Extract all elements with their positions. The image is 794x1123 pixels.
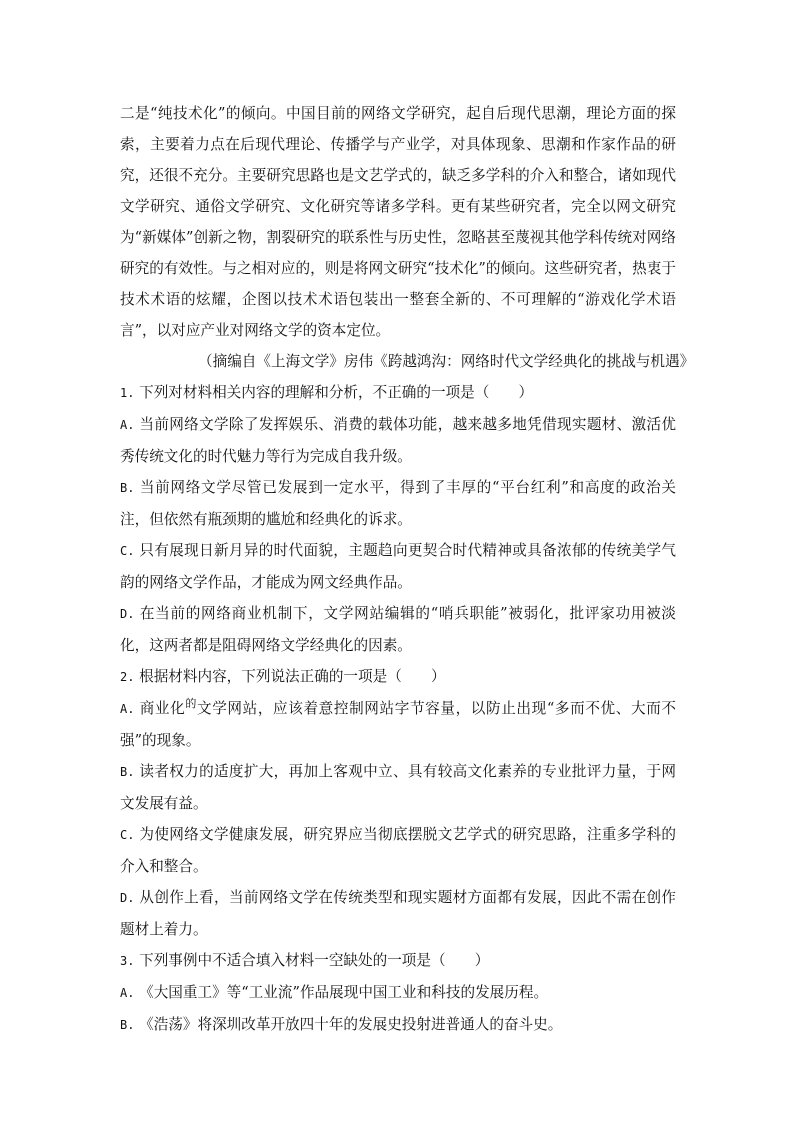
option-letter: B.: [120, 1018, 135, 1032]
option-letter: C.: [120, 828, 135, 842]
question-text: 下列事例中不适合填入材料一空缺处的一项是（ ）: [139, 952, 490, 969]
option-text-lead: 商业化: [139, 700, 186, 717]
option-text: 文学网站，应该着意控制网站字节容量，以防止出现“多而不优、大而不强”的现象。: [120, 700, 677, 749]
option-text: 读者权力的适度扩大，再加上客观中立、具有较高文化素养的专业批评力量，于网文发展有益。: [120, 763, 676, 812]
question-number: 2.: [120, 670, 135, 684]
option-a: [120, 693, 676, 756]
option-text: 从创作上看，当前网络文学在传统类型和现实题材方面都有发展，因此不需在创作题材上着力。: [120, 889, 676, 938]
option-letter: A.: [120, 702, 135, 716]
option-d: [120, 882, 676, 945]
question-2: [120, 661, 676, 945]
question-3: [120, 945, 676, 1041]
option-letter: D.: [120, 607, 135, 621]
option-letter: A.: [120, 418, 135, 432]
option-text: 当前网络文学尽管已发展到一定水平，得到了丰厚的“平台红利”和高度的政治关注，但依然有瓶颈期的尴尬和经典化的诉求。: [120, 479, 676, 528]
option-superscript: 的: [185, 697, 197, 710]
question-stem: [120, 377, 676, 409]
option-b: [120, 472, 676, 535]
option-letter: C.: [120, 544, 135, 558]
option-letter: B.: [120, 765, 135, 779]
option-letter: A.: [120, 986, 135, 1000]
option-a: [120, 409, 676, 472]
document-page: [120, 98, 695, 1041]
option-letter: D.: [120, 891, 135, 905]
question-stem: [120, 945, 676, 977]
passage-source: （摘编自《上海文学》房伟《跨越鸿沟：网络时代文学经典化的挑战与机遇》: [198, 353, 695, 370]
question-1: [120, 377, 676, 661]
option-b: [120, 756, 676, 819]
option-text: 为使网络文学健康发展，研究界应当彻底摆脱文艺学式的研究思路，注重多学科的介入和整合。: [120, 826, 676, 875]
question-number: 1.: [120, 386, 135, 400]
option-b: [120, 1009, 676, 1041]
option-a: [120, 977, 676, 1009]
question-number: 3.: [120, 954, 135, 968]
option-text: 只有展现日新月异的时代面貌，主题趋向更契合时代精神或具备浓郁的传统美学气韵的网络文学作品，才能成为网文经典作品。: [120, 542, 676, 591]
passage-paragraph: 二是“纯技术化”的倾向。中国目前的网络文学研究，起自后现代思潮，理论方面的探索，主要着力点在后现代理论、传播学与产业学，对具体现象、思潮和作家作品的研究，还很不充分。主要研究思路也是文艺学式的，缺乏多学科的介入和整合，诸如现代文学研究、通俗文学研究、文化研究等诸多学科。更有某些研究者，完全以网文研究为“新媒体”创新之物，割裂研究的联系性与历史性，忽略甚至蔑视其他学科传统对网络研究的有效性。与之相对应的，则是将网文研究“技术化”的倾向。这些研究者，热衷于技术术语的炫耀，企图以技术术语包装出一整套全新的、不可理解的“游戏化学术语言”，以对应产业对网络文学的资本定位。: [120, 105, 676, 339]
question-stem: [120, 661, 676, 693]
option-text: 《浩荡》将深圳改革开放四十年的发展史投射进普通人的奋斗史。: [139, 1016, 563, 1033]
option-c: [120, 819, 676, 882]
question-text: 下列对材料相关内容的理解和分析，不正确的一项是（ ）: [139, 384, 534, 401]
option-text: 在当前的网络商业机制下，文学网站编辑的“哨兵职能”被弱化，批评家功用被淡化，这两者都是阻碍网络文学经典化的因素。: [120, 605, 676, 654]
option-d: [120, 598, 676, 661]
option-text: 《大国重工》等“工业流”作品展现中国工业和科技的发展历程。: [139, 984, 549, 1001]
option-letter: B.: [120, 481, 135, 495]
option-text: 当前网络文学除了发挥娱乐、消费的载体功能，越来越多地凭借现实题材、激活优秀传统文化的时代魅力等行为完成自我升级。: [120, 416, 676, 465]
question-text: 根据材料内容，下列说法正确的一项是（ ）: [139, 668, 446, 685]
option-c: [120, 535, 676, 598]
